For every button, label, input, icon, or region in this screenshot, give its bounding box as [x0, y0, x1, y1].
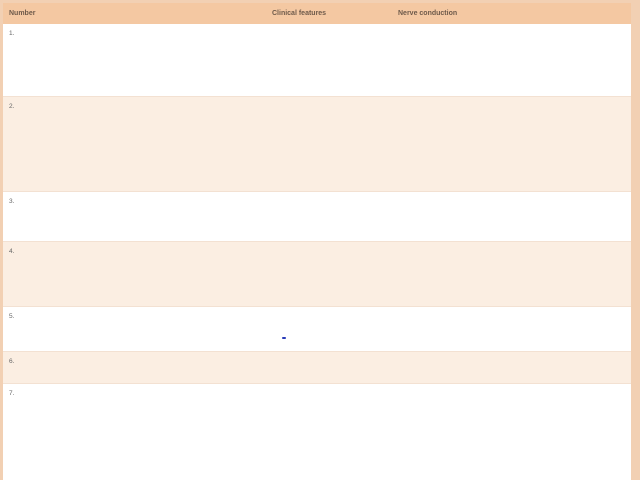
cell-nerve: [392, 383, 631, 480]
cell-nerve: [392, 351, 631, 383]
table-row: [3, 191, 631, 241]
case-table: [3, 3, 631, 480]
header-nerve: Nerve conduction: [398, 10, 458, 17]
table-row: [3, 351, 631, 383]
table-row: [3, 306, 631, 351]
cell-nerve: [392, 241, 631, 306]
blue-marker-dot: [282, 337, 286, 339]
cell-age: [77, 191, 160, 241]
cell-clinical: [266, 351, 392, 383]
cell-age: [77, 241, 160, 306]
cell-number: 5.: [3, 306, 77, 351]
cell-dose: [160, 306, 266, 351]
cell-number: 7.: [3, 383, 77, 480]
cell-dose: [160, 351, 266, 383]
cell-number: 2.: [3, 96, 77, 191]
cell-clinical: [266, 383, 392, 480]
table-header: [3, 3, 631, 24]
header-age: [77, 3, 160, 24]
cell-number: 6.: [3, 351, 77, 383]
cell-clinical: [266, 96, 392, 191]
cell-number: 4.: [3, 241, 77, 306]
cell-age: [77, 383, 160, 480]
table-row: [3, 96, 631, 191]
cell-clinical: [266, 306, 392, 351]
cell-clinical: [266, 241, 392, 306]
header-number: Number: [9, 10, 36, 17]
cell-dose: [160, 383, 266, 480]
cell-dose: [160, 24, 266, 96]
header-dose: [160, 3, 266, 24]
frame-right-border: [631, 0, 640, 480]
cell-age: [77, 96, 160, 191]
cell-number: 3.: [3, 191, 77, 241]
cell-age: [77, 306, 160, 351]
cell-dose: [160, 241, 266, 306]
cell-age: [77, 24, 160, 96]
header-row: [3, 3, 631, 24]
cell-clinical: [266, 24, 392, 96]
header-clinical: Clinical features: [272, 10, 327, 17]
table-row: [3, 383, 631, 480]
cell-nerve: [392, 96, 631, 191]
cell-dose: [160, 191, 266, 241]
cell-age: [77, 351, 160, 383]
cell-nerve: [392, 191, 631, 241]
cell-number: 1.: [3, 24, 77, 96]
table-row: [3, 241, 631, 306]
cell-nerve: [392, 306, 631, 351]
cell-dose: [160, 96, 266, 191]
cell-clinical: [266, 191, 392, 241]
cell-nerve: [392, 24, 631, 96]
table-body: [3, 24, 631, 480]
table-row: [3, 24, 631, 96]
